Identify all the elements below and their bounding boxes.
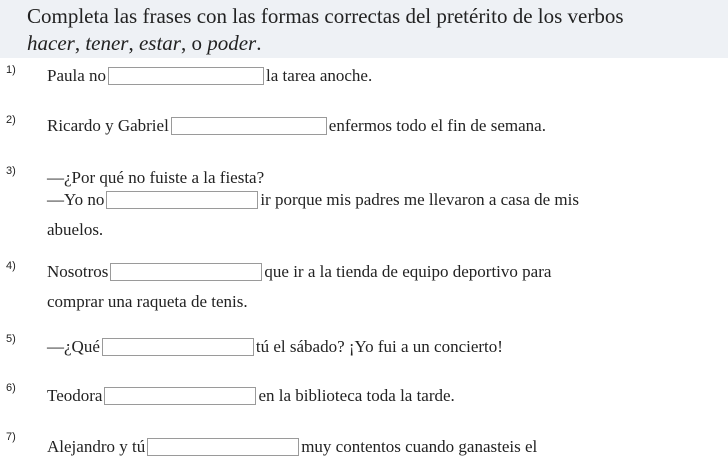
question-number: 5) bbox=[6, 333, 16, 345]
question-number: 6) bbox=[6, 382, 16, 394]
text-before: —¿Qué bbox=[47, 337, 100, 356]
text-after: enfermos todo el fin de semana. bbox=[328, 116, 546, 135]
text-before: Ricardo y Gabriel bbox=[47, 116, 169, 135]
text-after: tú el sábado? ¡Yo fui a un concierto! bbox=[255, 337, 503, 356]
answer-input-4[interactable] bbox=[110, 263, 262, 281]
question-number: 3) bbox=[6, 165, 16, 177]
question-number: 2) bbox=[6, 114, 16, 126]
answer-input-5[interactable] bbox=[102, 338, 254, 356]
question-continuation bbox=[47, 219, 103, 241]
question-line bbox=[47, 189, 579, 211]
question-number: 4) bbox=[6, 260, 16, 272]
verb-tener: tener bbox=[85, 31, 129, 55]
answer-input-2[interactable] bbox=[171, 117, 327, 135]
text-after: en la biblioteca toda la tarde. bbox=[258, 386, 455, 405]
question-continuation bbox=[47, 291, 248, 313]
question-line bbox=[47, 115, 546, 137]
question-line bbox=[47, 436, 537, 458]
text-continuation: comprar una raqueta de tenis. bbox=[47, 292, 248, 311]
text-after: muy contentos cuando ganasteis el bbox=[301, 437, 538, 456]
separator: , o bbox=[180, 31, 208, 55]
text-before: Alejandro y tú bbox=[47, 437, 146, 456]
text-after: ir porque mis padres me llevaron a casa de mis bbox=[260, 190, 579, 209]
verb-estar: estar bbox=[138, 31, 181, 55]
separator: , bbox=[128, 31, 139, 55]
instructions-line-1: Completa las frases con las formas correctas del pretérito de los verbos bbox=[27, 4, 624, 28]
verb-hacer: hacer bbox=[27, 31, 75, 55]
instructions-banner bbox=[0, 0, 728, 58]
question-line bbox=[47, 336, 503, 358]
answer-input-3[interactable] bbox=[106, 191, 258, 209]
text-after: que ir a la tienda de equipo deportivo para bbox=[264, 262, 552, 281]
period: . bbox=[256, 31, 262, 55]
question-number: 7) bbox=[6, 431, 16, 443]
text-after: la tarea anoche. bbox=[266, 66, 373, 85]
answer-input-7[interactable] bbox=[147, 438, 299, 456]
answer-input-6[interactable] bbox=[104, 387, 256, 405]
question-line bbox=[47, 385, 455, 407]
text-before: Paula no bbox=[47, 66, 107, 85]
question-number: 1) bbox=[6, 64, 16, 76]
text-before: Teodora bbox=[47, 386, 103, 405]
question-line bbox=[47, 65, 372, 87]
separator: , bbox=[74, 31, 86, 55]
question-intro bbox=[47, 167, 264, 189]
text-before: —Yo no bbox=[47, 190, 105, 209]
text-before: Nosotros bbox=[47, 262, 109, 281]
text-intro: —¿Por qué no fuiste a la fiesta? bbox=[47, 168, 265, 187]
question-line bbox=[47, 261, 551, 283]
answer-input-1[interactable] bbox=[108, 67, 264, 85]
verb-poder: poder bbox=[207, 31, 257, 55]
text-continuation: abuelos. bbox=[47, 220, 104, 239]
instructions-line-2 bbox=[27, 31, 261, 56]
